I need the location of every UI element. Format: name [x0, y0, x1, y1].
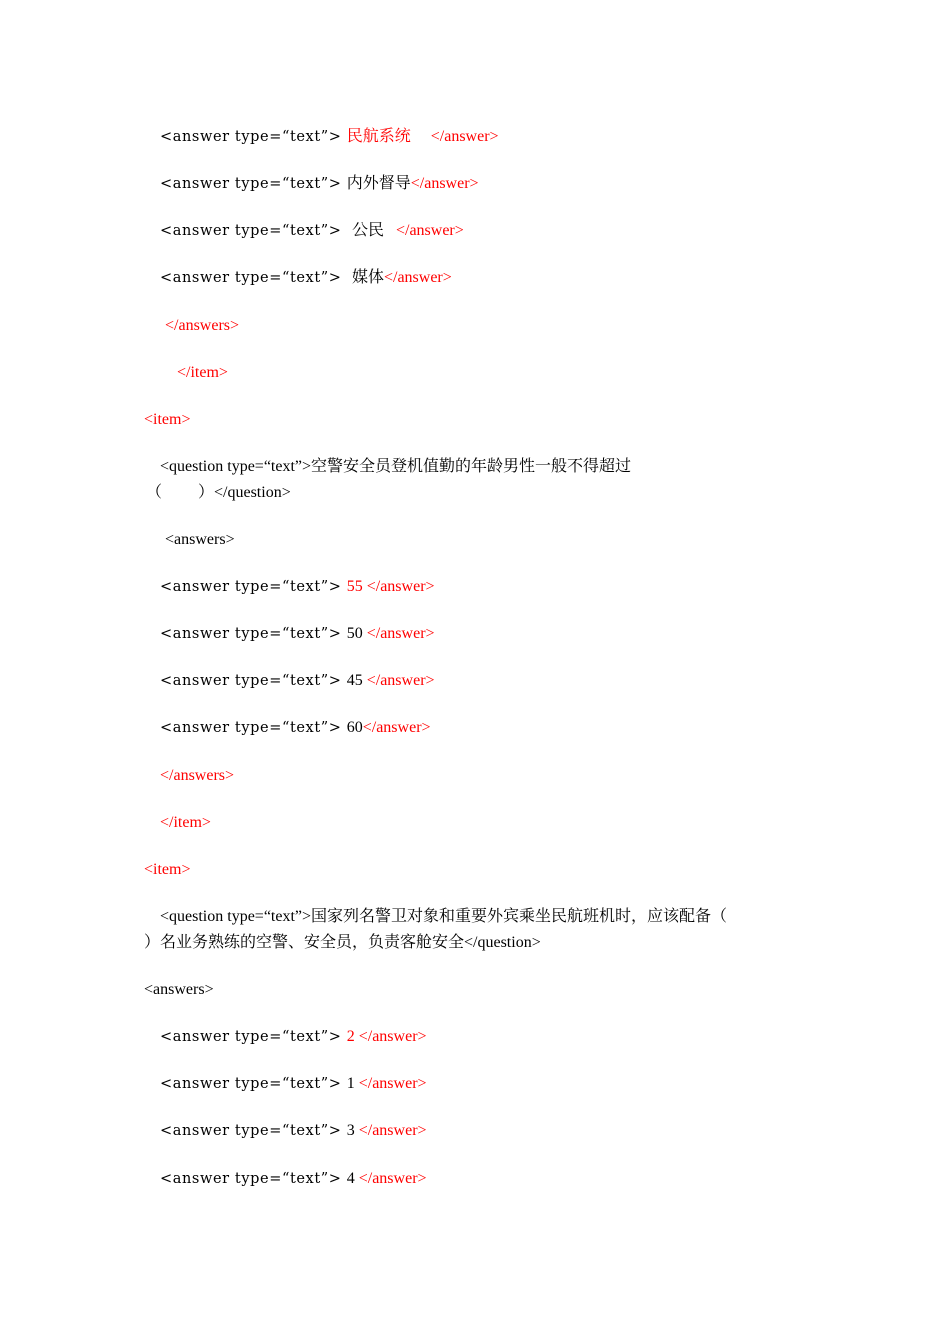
answer-open-tag: <answer type=“text”> [160, 1171, 347, 1187]
answers-close-tag: </answers> [165, 317, 240, 334]
answer-line [160, 1169, 427, 1189]
answer-close-tag: </answer> [358, 1075, 427, 1092]
answer-open-tag: <answer type=“text”> [160, 270, 352, 286]
question-line-2: （ ）</question> [146, 484, 291, 501]
answers-open-tag: <answers> [144, 981, 214, 998]
question-line-2: ）名业务熟练的空警、安全员，负责客舱安全</question> [144, 934, 541, 951]
answer-open-tag: <answer type=“text”> [160, 129, 347, 145]
answer-close-tag: </answer> [410, 175, 479, 192]
answer-line [160, 718, 431, 738]
answer-close-tag: </answer> [395, 222, 464, 239]
answer-open-tag: <answer type=“text”> [160, 579, 347, 595]
answer-open-tag: <answer type=“text”> [160, 223, 352, 239]
answer-line [160, 1027, 427, 1047]
answer-close-tag: </answer> [366, 578, 435, 595]
answer-line [160, 127, 499, 147]
answer-value: 媒体 [351, 269, 384, 286]
answer-value: 内外督导 [346, 175, 411, 192]
answer-line [160, 577, 435, 597]
answer-close-tag: </answer> [362, 719, 431, 736]
answer-close-tag: </answer> [358, 1028, 427, 1045]
answer-value: 民航系统 [346, 128, 411, 145]
answers-open-tag: <answers> [165, 531, 235, 548]
answer-value: 45 [346, 672, 363, 689]
answer-gap [384, 222, 396, 239]
answer-open-tag: <answer type=“text”> [160, 720, 347, 736]
answer-line [160, 1121, 427, 1141]
answer-line [160, 268, 452, 288]
answer-value: 60 [346, 719, 363, 736]
answer-open-tag: <answer type=“text”> [160, 176, 347, 192]
answer-close-tag: </answer> [430, 128, 499, 145]
answer-open-tag: <answer type=“text”> [160, 626, 347, 642]
answer-close-tag: </answer> [383, 269, 452, 286]
question-line-1: <question type=“text”>国家列名警卫对象和重要外宾乘坐民航班机时，应该配备（ [160, 908, 728, 925]
answer-line [160, 1074, 427, 1094]
answer-line [160, 221, 464, 241]
answer-value: 55 [346, 578, 363, 595]
answer-close-tag: </answer> [366, 625, 435, 642]
answer-open-tag: <answer type=“text”> [160, 1029, 347, 1045]
item-open-tag: <item> [144, 411, 191, 428]
answer-value: 50 [346, 625, 363, 642]
item-close-tag: </item> [177, 364, 228, 381]
answer-close-tag: </answer> [358, 1170, 427, 1187]
answer-line [160, 624, 435, 644]
answer-value: 公民 [351, 222, 384, 239]
answer-line [160, 174, 479, 194]
answer-open-tag: <answer type=“text”> [160, 1123, 347, 1139]
answers-close-tag: </answers> [160, 767, 235, 784]
answer-open-tag: <answer type=“text”> [160, 1076, 347, 1092]
answer-close-tag: </answer> [358, 1122, 427, 1139]
answer-value: 3 [346, 1122, 355, 1139]
answer-value: 2 [346, 1028, 355, 1045]
question-line-1: <question type=“text”>空警安全员登机值勤的年龄男性一般不得超过 [160, 458, 632, 475]
item-open-tag: <item> [144, 861, 191, 878]
answer-close-tag: </answer> [366, 672, 435, 689]
answer-open-tag: <answer type=“text”> [160, 673, 347, 689]
answer-line [160, 671, 435, 691]
item-close-tag: </item> [160, 814, 211, 831]
answer-value: 1 [346, 1075, 355, 1092]
answer-value: 4 [346, 1170, 355, 1187]
answer-gap [411, 128, 431, 145]
